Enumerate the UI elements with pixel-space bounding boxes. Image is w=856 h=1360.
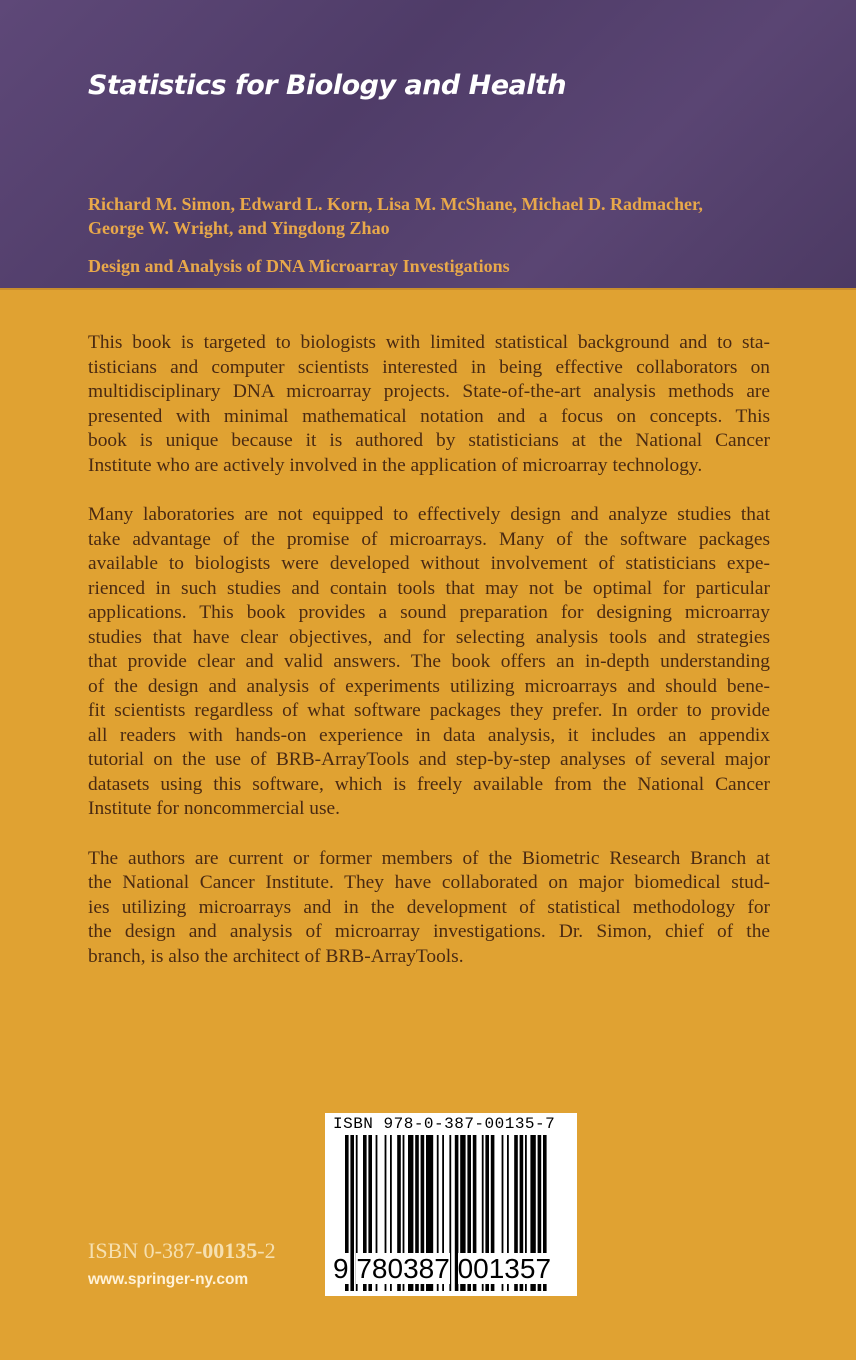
blurb-line: available to biologists were developed without involvement of statisticians expe- [88,553,770,574]
barcode-isbn13: ISBN 978-0-387-00135-7 [333,1115,556,1133]
series-title: Statistics for Biology and Health [88,70,567,101]
barcode-digits [333,1253,551,1285]
barcode [325,1113,577,1296]
barcode-lead-digit: 9 [333,1253,349,1284]
blurb-line: datasets using this software, which is freely available from the National Cancer [88,773,770,795]
blurb [88,331,770,994]
isbn-10 [88,1238,276,1264]
blurb-line: Institute for noncommercial use. [88,798,341,819]
blurb-line: fit scientists regardless of what software packages they prefer. In order to provide [88,700,770,721]
blurb-line: presented with minimal mathematical notation and a focus on concepts. This [88,405,770,427]
blurb-paragraph [88,503,770,822]
blurb-line: branch, is also the architect of BRB-ArrayTools. [88,945,464,967]
blurb-line: book is unique because it is authored by statisticians at the National Cancer [88,430,770,451]
blurb-line: multidisciplinary DNA microarray projects. State-of-the-art analysis methods are [88,381,770,402]
blurb-line: the design and analysis of microarray investigations. Dr. Simon, chief of the [88,921,770,942]
blurb-line: of the design and analysis of experiments utilizing microarrays and should bene- [88,675,770,697]
blurb-paragraph [88,331,770,478]
blurb-line: rienced in such studies and contain tools that may not be optimal for particular [88,577,770,599]
blurb-line: applications. This book provides a sound preparation for designing microarray [88,602,770,623]
authors-line: George W. Wright, and Yingdong Zhao [88,218,390,238]
blurb-line: studies that have clear objectives, and for selecting analysis tools and strategies [88,626,770,648]
blurb-line: tisticians and computer scientists interested in being effective collaborators on [88,356,770,378]
barcode-right-digits: 001357 [457,1253,552,1284]
blurb-line: The authors are current or former members of the Biometric Research Branch at [88,847,770,869]
blurb-line: that provide clear and valid answers. The book offers an in-depth understanding [88,651,770,672]
authors-line: Richard M. Simon, Edward L. Korn, Lisa M. McShane, Michael D. Radmacher, [88,194,703,214]
blurb-line: take advantage of the promise of microarrays. Many of the software packages [88,528,770,550]
isbn-bold: 00135 [202,1238,258,1263]
authors [88,192,808,240]
barcode-left-digits: 780387 [356,1253,450,1284]
blurb-line: all readers with hands-on experience in data analysis, it includes an appendix [88,724,770,746]
blurb-paragraph [88,847,770,970]
isbn-suffix: -2 [257,1238,276,1263]
blurb-line: tutorial on the use of BRB-ArrayTools and step-by-step analyses of several major [88,749,770,770]
blurb-line: the National Cancer Institute. They have collaborated on major biomedical stud- [88,872,770,893]
blurb-line: ies utilizing microarrays and in the development of statistical methodology for [88,896,770,918]
blurb-line: This book is targeted to biologists with limited statistical background and to sta- [88,332,770,353]
blurb-line: Many laboratories are not equipped to effectively design and analyze studies that [88,504,770,525]
publisher-website: www.springer-ny.com [88,1271,249,1288]
book-title: Design and Analysis of DNA Microarray Investigations [88,256,510,276]
isbn-prefix: ISBN 0-387- [88,1238,203,1263]
cover-header-band [0,0,856,290]
blurb-line: Institute who are actively involved in the application of microarray technology. [88,454,703,476]
